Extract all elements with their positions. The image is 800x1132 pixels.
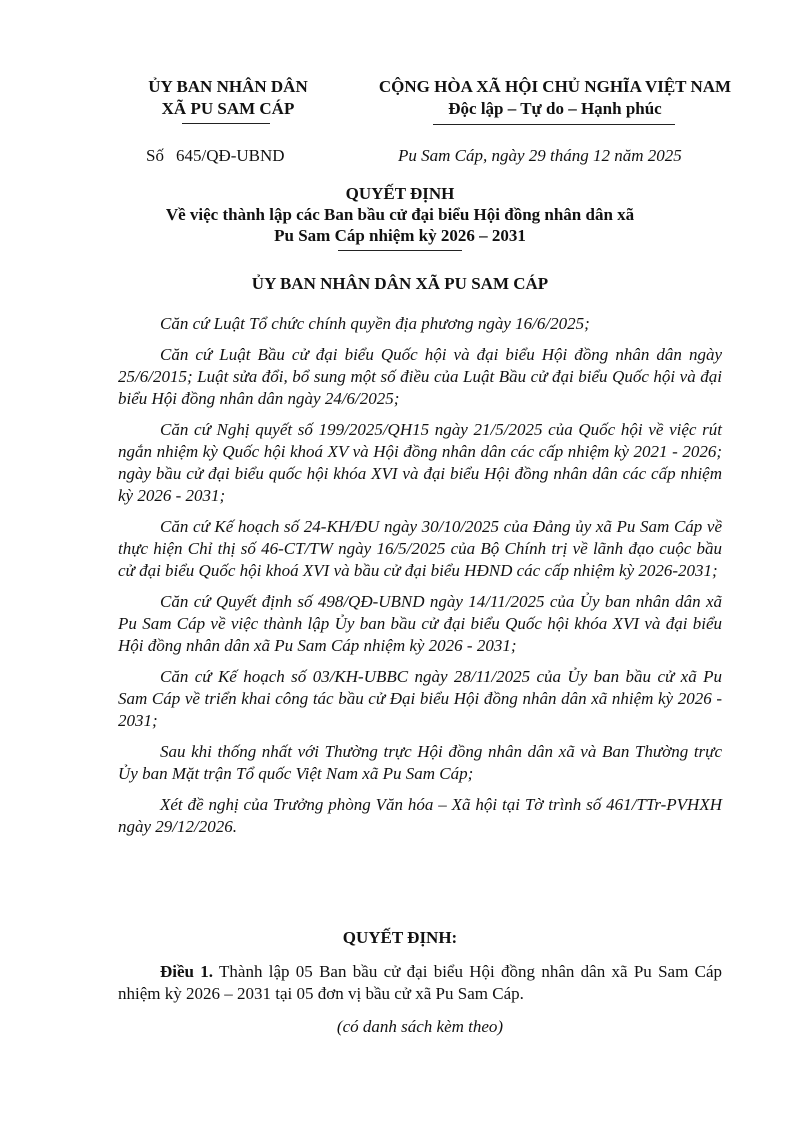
agency-underline	[182, 123, 270, 124]
basis-paragraph: Căn cứ Kế hoạch số 03/KH-UBBC ngày 28/11/2025 của Ủy ban bầu cử xã Pu Sam Cáp về triển khai công tác bầu cử Đại biểu Hội đồng nhân dân xã nhiệm kỳ 2026 - 2031;	[118, 667, 722, 730]
document-number-prefix: Số	[146, 146, 164, 165]
basis-paragraph: Sau khi thống nhất với Thường trực Hội đồng nhân dân xã và Ban Thường trực Ủy ban Mặt trận Tổ quốc Việt Nam xã Pu Sam Cáp;	[118, 742, 722, 783]
issuing-authority: ỦY BAN NHÂN DÂN XÃ PU SAM CÁP	[251, 274, 549, 293]
basis-paragraph: Căn cứ Luật Bầu cử đại biểu Quốc hội và đại biểu Hội đồng nhân dân ngày 25/6/2015; Luật sửa đổi, bổ sung một số điều của Luật Bầu cử đại biểu Quốc hội và đại biểu Hội đồng nhân dân ngày 24/6/2025;	[118, 345, 722, 408]
article-1-label: Điều 1.	[160, 962, 214, 981]
basis-paragraph: Xét đề nghị của Trưởng phòng Văn hóa – Xã hội tại Tờ trình số 461/TTr-PVHXH ngày 29/12/2026.	[118, 795, 722, 836]
document-number-value: 645/QĐ-UBND	[175, 146, 285, 165]
issuing-agency-line2: XÃ PU SAM CÁP	[161, 99, 295, 118]
document-subject-line2: Pu Sam Cáp nhiệm kỳ 2026 – 2031	[274, 226, 526, 245]
national-title	[350, 76, 760, 120]
attachment-note: (có danh sách kèm theo)	[336, 1017, 504, 1036]
document-title	[100, 183, 700, 246]
document-number	[146, 145, 285, 167]
decision-heading: QUYẾT ĐỊNH:	[342, 928, 458, 947]
basis-paragraph: Căn cứ Nghị quyết số 199/2025/QH15 ngày 21/5/2025 của Quốc hội về việc rút ngắn nhiệm kỳ Quốc hội khoá XV và Hội đồng nhân dân các cấp nhiệm kỳ 2021 - 2026; ngày bầu cử đại biểu quốc hội khóa XVI và đại biểu Hội đồng nhân dân các cấp nhiệm kỳ 2026 - 2031;	[118, 420, 722, 505]
basis-paragraph: Căn cứ Quyết định số 498/QĐ-UBND ngày 14/11/2025 của Ủy ban nhân dân xã Pu Sam Cáp về việc thành lập Ủy ban bầu cử đại biểu Quốc hội khóa XVI và đại biểu Hội đồng nhân dân xã Pu Sam Cáp nhiệm kỳ 2026 - 2031;	[118, 592, 722, 655]
title-underline	[338, 250, 462, 251]
issuing-agency	[118, 76, 338, 120]
article-1-text: Thành lập 05 Ban bầu cử đại biểu Hội đồng nhân dân xã Pu Sam Cáp nhiệm kỳ 2026 – 2031 tại 05 đơn vị bầu cử xã Pu Sam Cáp.	[118, 962, 722, 1003]
national-motto: Độc lập – Tự do – Hạnh phúc	[448, 99, 662, 118]
document-title-heading: QUYẾT ĐỊNH	[345, 184, 455, 203]
legal-basis	[118, 313, 722, 847]
national-name: CỘNG HÒA XÃ HỘI CHỦ NGHĨA VIỆT NAM	[378, 77, 732, 96]
basis-paragraph: Căn cứ Kế hoạch số 24-KH/ĐU ngày 30/10/2025 của Đảng ủy xã Pu Sam Cáp về thực hiện Chỉ thị số 46-CT/TW ngày 16/5/2025 của Bộ Chính trị về lãnh đạo cuộc bầu cử đại biểu Quốc hội khoá XVI và bầu cử đại biểu HĐND các cấp nhiệm kỳ 2026-2031;	[118, 517, 722, 580]
issue-date: Pu Sam Cáp, ngày 29 tháng 12 năm 2025	[398, 146, 682, 165]
motto-underline	[433, 124, 675, 125]
issuing-agency-line1: ỦY BAN NHÂN DÂN	[148, 77, 308, 96]
article-1-paragraph	[118, 961, 722, 1005]
document-subject-line1: Về việc thành lập các Ban bầu cử đại biểu Hội đồng nhân dân xã	[165, 205, 635, 224]
basis-paragraph: Căn cứ Luật Tổ chức chính quyền địa phương ngày 16/6/2025;	[160, 314, 590, 333]
article-1	[118, 961, 722, 1005]
